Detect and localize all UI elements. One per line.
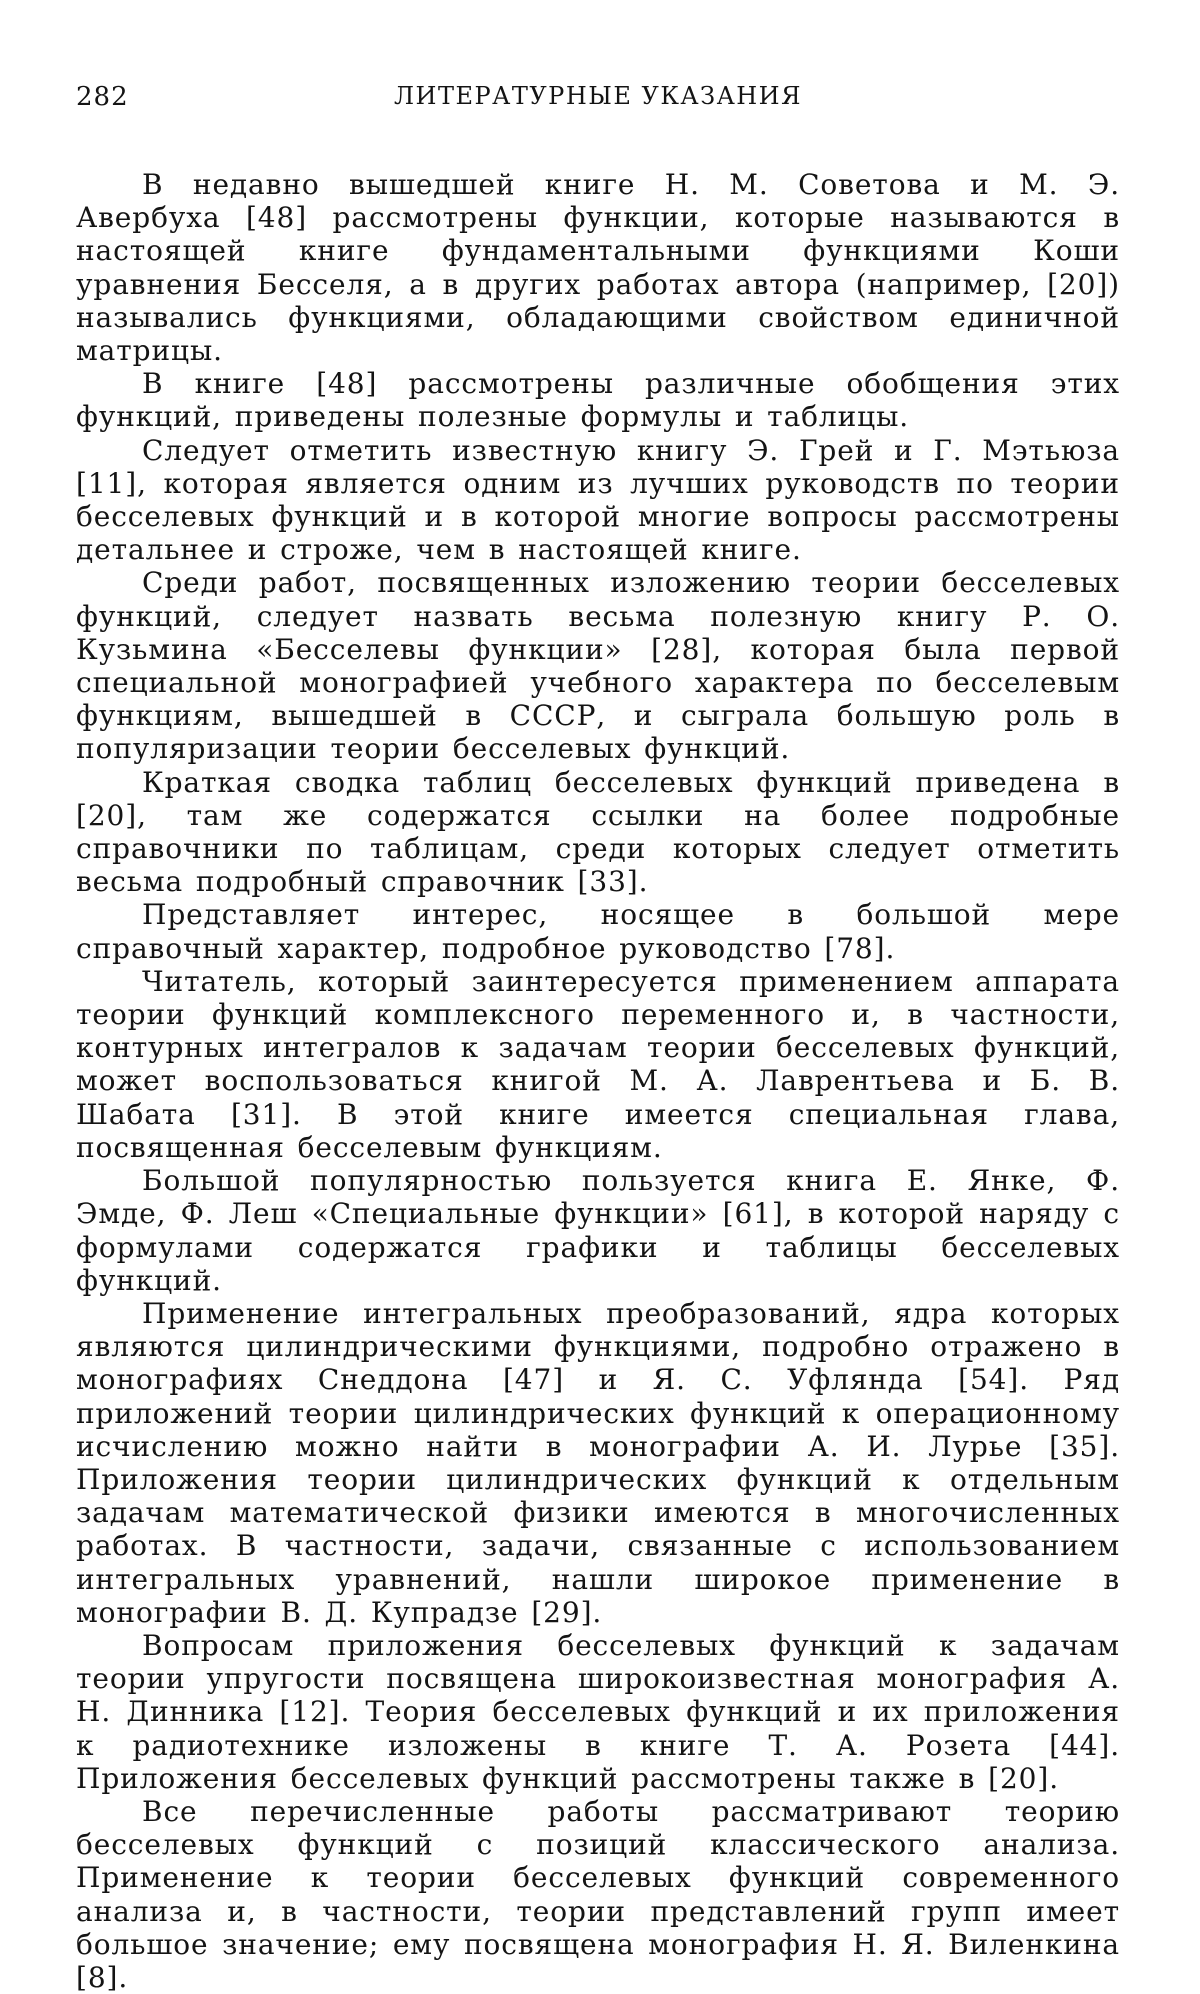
paragraph: Применение интегральных преобразований, ядра которых являются цилиндрическими функциями, подробно отражено в монографиях Снеддона [47] и Я. С. Уфлянда [54]. Ряд приложений теории цилиндрических функций к операционному исчислению можно найти в монографии А. И. Лурье [35]. Приложения теории цилиндрических функций к отдельным задачам математической физики имеются в многочисленных работах. В частности, задачи, связанные с использованием интегральных уравнений, нашли широкое применение в монографии В. Д. Купрадзе [29]. [76,1297,1120,1629]
paragraph: Краткая сводка таблиц бесселевых функций приведена в [20], там же содержатся ссылки на более подробные справочники по таблицам, среди которых следует отметить весьма подробный справочник [33]. [76,766,1120,899]
page-header [76,82,1120,122]
paragraph: Все перечисленные работы рассматривают теорию бесселевых функций с позиций классического анализа. Применение к теории бесселевых функций современного анализа и, в частности, теории представлений групп имеет большое значение; ему посвящена монография Н. Я. Виленкина [8]. [76,1795,1120,1994]
paragraph: Среди работ, посвященных изложению теории бесселевых функций, следует назвать весьма полезную книгу Р. О. Кузьмина «Бесселевы функции» [28], которая была первой специальной монографией учебного характера по бесселевым функциям, вышедшей в СССР, и сыграла большую роль в популяризации теории бесселевых функций. [76,566,1120,765]
paragraph: В книге [48] рассмотрены различные обобщения этих функций, приведены полезные формулы и таблицы. [76,367,1120,433]
body-text [76,168,1120,1994]
paragraph: Читатель, который заинтересуется применением аппарата теории функций комплексного переменного и, в частности, контурных интегралов к задачам теории бесселевых функций, может воспользоваться книгой М. А. Лаврентьева и Б. В. Шабата [31]. В этой книге имеется специальная глава, посвященная бесселевым функциям. [76,965,1120,1164]
paragraph: Представляет интерес, носящее в большой мере справочный характер, подробное руководство [78]. [76,898,1120,964]
paragraph: Большой популярностью пользуется книга Е. Янке, Ф. Эмде, Ф. Леш «Специальные функции» [61], в которой наряду с формулами содержатся графики и таблицы бесселевых функций. [76,1164,1120,1297]
paragraph: Следует отметить известную книгу Э. Грей и Г. Мэтьюза [11], которая является одним из лучших руководств по теории бесселевых функций и в которой многие вопросы рассмотрены детальнее и строже, чем в настоящей книге. [76,434,1120,567]
paragraph: Вопросам приложения бесселевых функций к задачам теории упругости посвящена широкоизвестная монография А. Н. Динника [12]. Теория бесселевых функций и их приложения к радиотехнике изложены в книге Т. А. Розета [44]. Приложения бесселевых функций рассмотрены также в [20]. [76,1629,1120,1795]
book-page [0,0,1200,1975]
paragraph: В недавно вышедшей книге Н. М. Советова и М. Э. Авербуха [48] рассмотрены функции, которые называются в настоящей книге фундаментальными функциями Коши уравнения Бесселя, а в других работах автора (например, [20]) назывались функциями, обладающими свойством единичной матрицы. [76,168,1120,367]
running-title: ЛИТЕРАТУРНЫЕ УКАЗАНИЯ [76,82,1120,110]
page-number: 282 [76,82,129,112]
